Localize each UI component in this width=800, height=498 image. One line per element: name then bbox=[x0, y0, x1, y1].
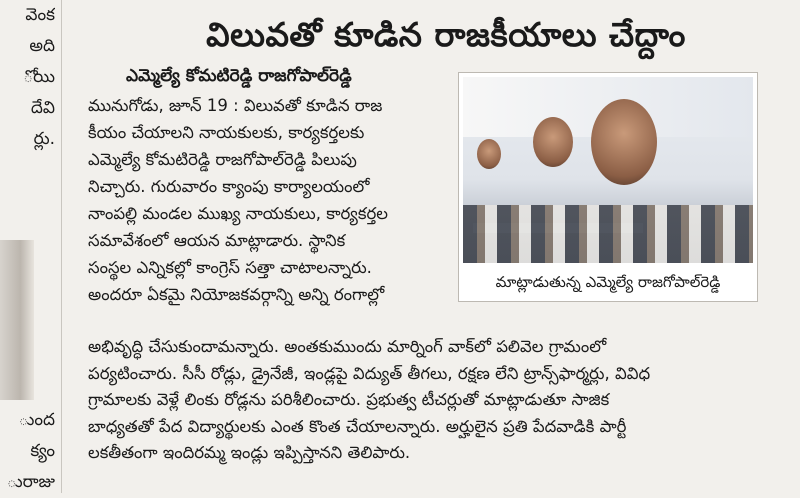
article-line: ఎమ్మెల్యే కోమటిరెడ్డి రాజగోపాల్‌రెడ్డి పిలుపు bbox=[88, 150, 357, 169]
article-line: కీయం చేయాలని నాయకులకు, కార్యకర్తలకు bbox=[88, 123, 365, 142]
adjacent-text-fragment: ర్లు. bbox=[33, 129, 55, 149]
meeting-photo bbox=[463, 77, 753, 263]
adjacent-text-fragment: వెంక bbox=[25, 5, 55, 25]
article-photo-figure bbox=[458, 72, 758, 302]
photo-caption: మాట్లాడుతున్న ఎమ్మెల్యే రాజగోపాల్‌రెడ్డి bbox=[495, 273, 721, 291]
article-line: బాధ్యతతో పేద విద్యార్థులకు ఎంత కొంత చేయాలన్నారు. అర్హులైన ప్రతి పేదవాడికి పార్టీ bbox=[88, 416, 627, 436]
article-body-wide bbox=[88, 334, 778, 467]
article-line: గ్రామాలకు వెళ్లే లింకు రోడ్లను పరిశీలించారు. ప్రభుత్వ టీచర్లుతో మాట్లాడుతూ సాజిక bbox=[88, 390, 610, 409]
article-body-column bbox=[88, 92, 454, 308]
article-line: నిచ్చారు. గురువారం క్యాంపు కార్యాలయంలో bbox=[88, 177, 370, 196]
article-line: పర్యటించారు. సీసీ రోడ్లు, డ్రైనేజీ, ఇండ్లపై విద్యుత్ తీగలు, రక్షణ లేని ట్రాన్స్‌ఫార్మర్లు, వివిధ bbox=[88, 363, 651, 383]
article-byline: ఎమ్మెల్యే కోమటిరెడ్డి రాజగోపాల్‌రెడ్డి bbox=[126, 66, 352, 86]
article-line: నాంపల్లి మండల ముఖ్య నాయకులు, కార్యకర్తల bbox=[88, 204, 388, 223]
article-headline: విలువతో కూడిన రాజకీయాలు చేద్దాం bbox=[206, 15, 686, 54]
adjacent-photo bbox=[0, 240, 34, 400]
adjacent-text-fragment: దేవి bbox=[30, 98, 55, 118]
adjacent-text-fragment: క్యం bbox=[30, 441, 55, 461]
adjacent-text-fragment: అది bbox=[29, 36, 55, 56]
article-line: అభివృద్ధి చేసుకుందామన్నారు. అంతకుముందు మార్నింగ్ వాక్‌లో పలివెల గ్రామంలో bbox=[88, 337, 607, 356]
article-line: లకతీతంగా ఇందిరమ్మ ఇండ్లు ఇప్పిస్తానని తెలిపారు. bbox=[88, 443, 411, 462]
adjacent-text-fragment: ుంద bbox=[18, 410, 55, 430]
banner-portrait bbox=[477, 139, 501, 169]
article-line: సమావేశంలో ఆయన మాట్లాడారు. స్థానిక bbox=[88, 231, 346, 250]
article-line: సంస్థల ఎన్నికల్లో కాంగ్రెస్ సత్తా చాటాలన్నారు. bbox=[88, 258, 372, 277]
banner-portrait bbox=[533, 117, 573, 167]
news-article bbox=[66, 0, 800, 493]
article-line: అందరూ ఏకమై నియోజకవర్గాన్ని అన్ని రంగాల్లో bbox=[88, 285, 385, 304]
adjacent-text-fragment: ోయి bbox=[23, 67, 55, 87]
banner-portrait bbox=[591, 99, 657, 185]
adjacent-text-fragment: ురాజు bbox=[6, 472, 55, 492]
article-line: మునుగోడు, జూన్ 19 : విలువతో కూడిన రాజ bbox=[88, 96, 383, 115]
audience-crowd bbox=[463, 205, 753, 263]
adjacent-lower-text bbox=[7, 405, 55, 498]
adjacent-article-column bbox=[0, 0, 62, 493]
